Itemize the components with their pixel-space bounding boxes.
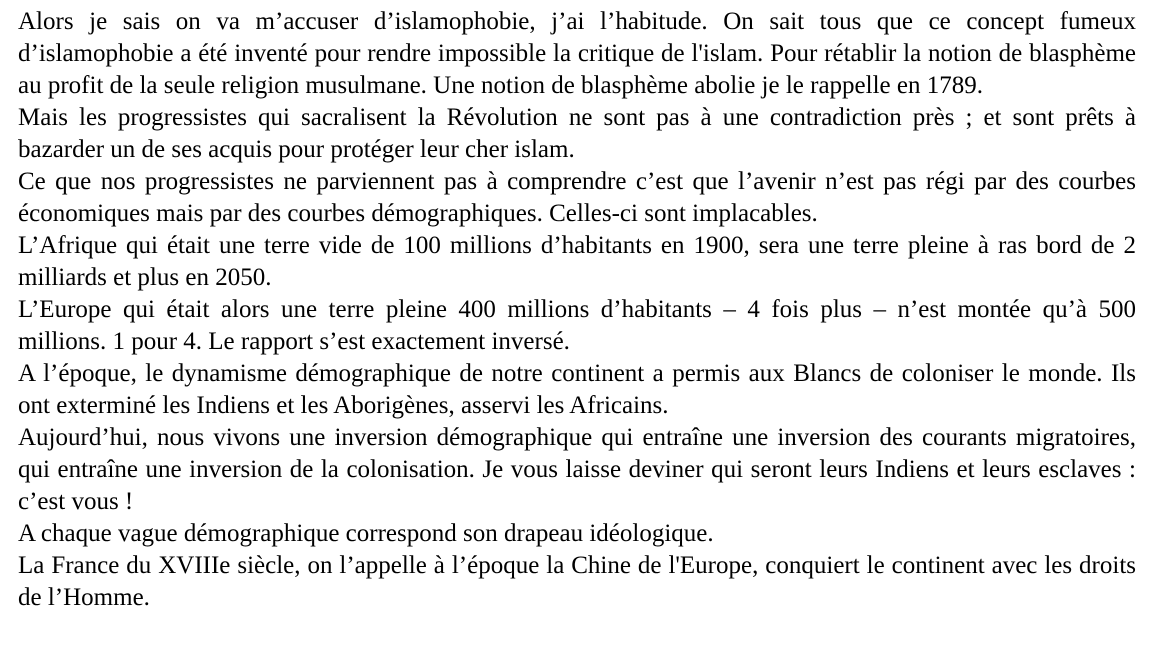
paragraph-drapeau: A chaque vague démographique correspond son drapeau idéologique.: [18, 520, 714, 547]
paragraph-courbes-demographiques: Ce que nos progressistes ne parviennent pas à comprendre c’est que l’avenir n’est pas régi par des courbes économiques mais par des courbes démographiques. Celles-ci sont implacables.: [18, 168, 1136, 227]
paragraph-europe: L’Europe qui était alors une terre pleine 400 millions d’habitants – 4 fois plus – n’est montée qu’à 500 millions. 1 pour 4. Le rapport s’est exactement inversé.: [18, 296, 1136, 355]
paragraph-progressistes: Mais les progressistes qui sacralisent la Révolution ne sont pas à une contradiction près ; et sont prêts à bazarder un de ses acquis pour protéger leur cher islam.: [18, 104, 1136, 163]
paragraph-afrique: L’Afrique qui était une terre vide de 100 millions d’habitants en 1900, sera une terre pleine à ras bord de 2 milliards et plus en 2050.: [18, 232, 1136, 291]
paragraph-islamophobie: Alors je sais on va m’accuser d’islamophobie, j’ai l’habitude. On sait tous que ce concept fumeux d’islamophobie a été inventé pour rendre impossible la critique de l'islam. Pour rétablir la notion de blasphème au profit de la seule religion musulmane. Une notion de blasphème abolie je le rappelle en 1789.: [18, 8, 1136, 99]
paragraph-france: La France du XVIIIe siècle, on l’appelle à l’époque la Chine de l'Europe, conquiert le continent avec les droits de l’Homme.: [18, 552, 1136, 611]
paragraph-inversion: Aujourd’hui, nous vivons une inversion démographique qui entraîne une inversion des courants migratoires, qui entraîne une inversion de la colonisation. Je vous laisse deviner qui seront leurs Indiens et leurs esclaves : c’est vous !: [18, 424, 1136, 515]
document-body: [18, 6, 1136, 614]
paragraph-epoque: A l’époque, le dynamisme démographique de notre continent a permis aux Blancs de coloniser le monde. Ils ont exterminé les Indiens et les Aborigènes, asservi les Africains.: [18, 360, 1136, 419]
